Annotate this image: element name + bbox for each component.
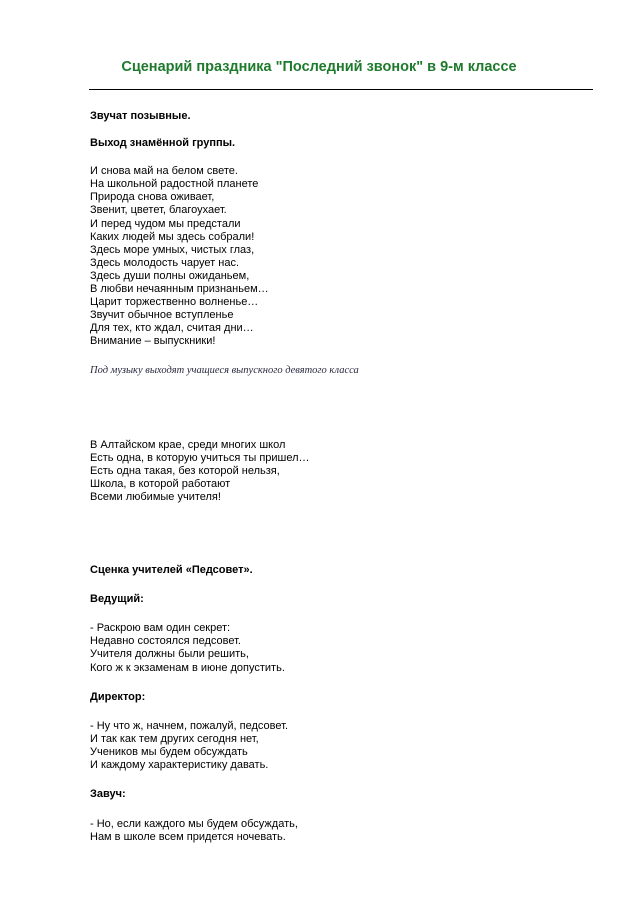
director-lines [90,720,590,772]
poem-line: Здесь души полны ожиданьем, [90,269,250,282]
page-title: Сценарий праздника "Последний звонок" в 9-м классе [121,59,517,75]
heading-flag-group: Выход знамённой группы. [90,137,236,150]
speaker-director: Директор: [90,690,146,703]
heading-signals: Звучат позывные. [90,110,191,122]
dialogue-line: Учителя должны были решить, [90,648,249,661]
poem-line: Царит торжественно волненье… [90,296,259,309]
poem-school [90,439,590,504]
poem-line: Здесь молодость чарует нас. [90,256,239,269]
speaker-host: Ведущий: [90,593,144,606]
title-divider [89,89,593,90]
poem-opening [90,165,590,348]
dialogue-line: Кого ж к экзаменам в июне допустить. [90,661,285,674]
poem-line: Природа снова оживает, [90,191,215,204]
head-teacher-lines [90,818,590,844]
poem-line: Есть одна такая, без которой нельзя, [90,464,280,477]
dialogue-line: Нам в школе всем придется ночевать. [90,831,286,844]
poem-line: В любви нечаянным признаньем… [90,283,269,296]
poem-line: Школа, в которой работают [90,477,231,490]
dialogue-line: И так как тем других сегодня нет, [90,732,259,745]
poem-line: На школьной радостной планете [90,178,259,191]
dialogue-line: Учеников мы будем обсуждать [90,745,248,758]
speaker-head-teacher: Завуч: [90,788,126,801]
poem-line: Всеми любимые учителя! [90,490,221,503]
poem-line: Звучит обычное вступленье [90,309,234,322]
poem-line: Для тех, кто ждал, считая дни… [90,322,254,335]
poem-line: В Алтайском крае, среди многих школ [90,438,286,451]
poem-line: Есть одна, в которую учиться ты пришел… [90,451,310,464]
poem-line: И перед чудом мы предстали [90,217,241,230]
poem-line: Каких людей мы здесь собрали! [90,230,255,243]
host-lines [90,622,590,674]
dialogue-line: - Раскрою вам один секрет: [90,622,231,635]
stage-direction: Под музыку выходят учащиеся выпускного девятого класса [90,364,359,376]
poem-line: Звенит, цветет, благоухает. [90,204,227,217]
dialogue-line: Недавно состоялся педсовет. [90,635,241,648]
dialogue-line: - Но, если каждого мы будем обсуждать, [90,818,298,831]
poem-line: Здесь море умных, чистых глаз, [90,243,255,256]
document-body [90,110,590,844]
dialogue-line: И каждому характеристику давать. [90,759,269,771]
poem-line: И снова май на белом свете. [90,165,238,178]
poem-line: Внимание – выпускники! [90,335,216,348]
dialogue-line: - Ну что ж, начнем, пожалуй, педсовет. [90,719,288,732]
heading-teachers-scene: Сценка учителей «Педсовет». [90,564,253,577]
